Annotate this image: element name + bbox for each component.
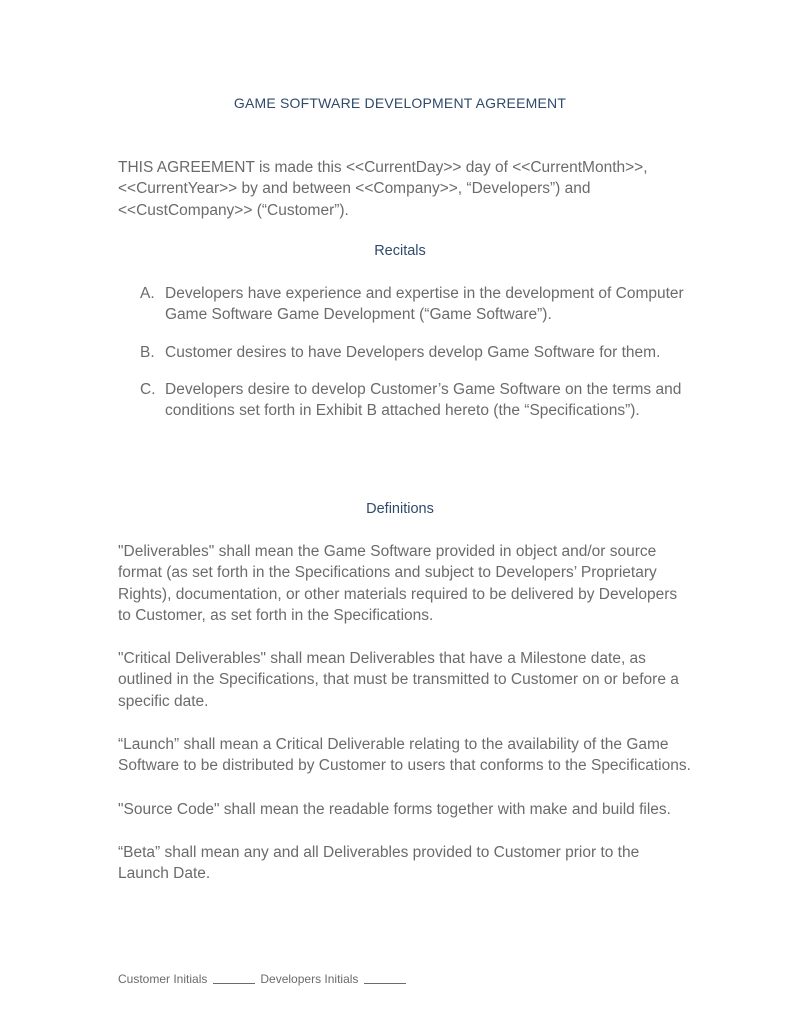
definition-deliverables: "Deliverables" shall mean the Game Software provided in object and/or source format (as set forth in the Specifications and subject to Developers’ Proprietary Rights), documentation, or other materials required to be delivered by Developers to Customer, as set forth in the Specifications. bbox=[118, 543, 678, 624]
developers-initials-field[interactable] bbox=[364, 983, 406, 984]
intro-paragraph: THIS AGREEMENT is made this <<CurrentDay>> day of <<CurrentMonth>>, <<CurrentYear>> by and between <<Company>>, “Developers”) and <<CustCompany>> (“Customer”). bbox=[118, 159, 648, 219]
recital-text: Customer desires to have Developers develop Game Software for them. bbox=[165, 343, 661, 361]
document-title: GAME SOFTWARE DEVELOPMENT AGREEMENT bbox=[233, 95, 567, 111]
recital-text: Developers have experience and expertise in the development of Computer Game Software Game Development (“Game Software”). bbox=[165, 285, 684, 324]
recital-item bbox=[140, 342, 700, 363]
definition-beta: “Beta” shall mean any and all Deliverables provided to Customer prior to the Launch Date. bbox=[118, 843, 640, 883]
developers-initials-label: Developers Initials bbox=[260, 972, 359, 986]
recital-marker: B. bbox=[140, 343, 155, 361]
recitals-heading: Recitals bbox=[374, 243, 426, 259]
recital-item bbox=[140, 379, 700, 422]
recital-marker: C. bbox=[140, 380, 156, 398]
definition-critical-deliverables: "Critical Deliverables" shall mean Deliverables that have a Milestone date, as outlined in the Specifications, that must be transmitted to Customer on or before a specific date. bbox=[118, 650, 679, 710]
recital-item bbox=[140, 283, 700, 326]
definition-launch: “Launch” shall mean a Critical Deliverable relating to the availability of the Game Software to be distributed by Customer to users that conforms to the Specifications. bbox=[118, 736, 691, 775]
definition-source-code: "Source Code" shall mean the readable forms together with make and build files. bbox=[118, 800, 671, 818]
recitals-list bbox=[140, 283, 700, 437]
customer-initials-label: Customer Initials bbox=[118, 972, 208, 986]
initials-footer bbox=[118, 972, 409, 986]
recital-text: Developers desire to develop Customer’s Game Software on the terms and conditions set forth in Exhibit B attached hereto (the “Specifications”). bbox=[165, 380, 682, 420]
definitions-heading: Definitions bbox=[366, 501, 434, 517]
customer-initials-field[interactable] bbox=[213, 983, 255, 984]
recital-marker: A. bbox=[140, 285, 155, 302]
definitions-list bbox=[118, 541, 693, 907]
